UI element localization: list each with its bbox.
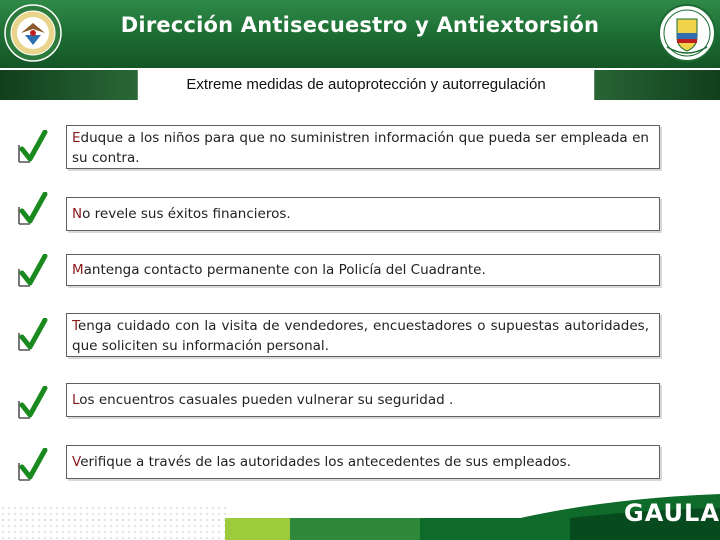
list-item [66, 125, 660, 169]
checkmark-icon [16, 386, 48, 420]
subtitle-box [137, 70, 595, 100]
item-text: os encuentros casuales pueden vulnerar su seguridad . [79, 392, 454, 408]
gaula-logo: GAULA [624, 499, 720, 527]
item-first-letter: L [72, 392, 80, 408]
footer-bar [290, 518, 420, 540]
list-item [66, 383, 660, 417]
item-text: duque a los niños para que no suministren información que pueda ser empleada en su contra. [72, 130, 649, 166]
checkmark-icon [16, 192, 48, 226]
checkmark-icon [16, 448, 48, 482]
item-text: erifique a través de las autoridades los antecedentes de sus empleados. [80, 454, 571, 470]
footer-dot-pattern [0, 505, 230, 540]
item-text: enga cuidado con la visita de vendedores, encuestadores o supuestas autoridades, que soliciten su información personal. [72, 318, 649, 354]
police-shield-icon [657, 3, 717, 63]
footer-bar [420, 518, 570, 540]
item-first-letter: E [72, 130, 81, 146]
page-title: Dirección Antisecuestro y Antiextorsión [120, 13, 600, 37]
item-text: antenga contacto permanente con la Policía del Cuadrante. [83, 262, 486, 278]
list-item [66, 197, 660, 231]
item-first-letter: M [72, 262, 84, 278]
list-item [66, 254, 660, 286]
subtitle-text: Extreme medidas de autoprotección y autorregulación [186, 76, 546, 93]
item-first-letter: T [72, 318, 78, 334]
checkmark-icon [16, 254, 48, 288]
checkmark-icon [16, 130, 48, 164]
header-bar [0, 0, 720, 68]
list-item [66, 445, 660, 479]
checkmark-icon [16, 318, 48, 352]
item-text: o revele sus éxitos financieros. [82, 206, 291, 222]
list-item [66, 313, 660, 357]
item-first-letter: N [72, 206, 83, 222]
footer-bar [225, 518, 290, 540]
item-first-letter: V [72, 454, 81, 470]
